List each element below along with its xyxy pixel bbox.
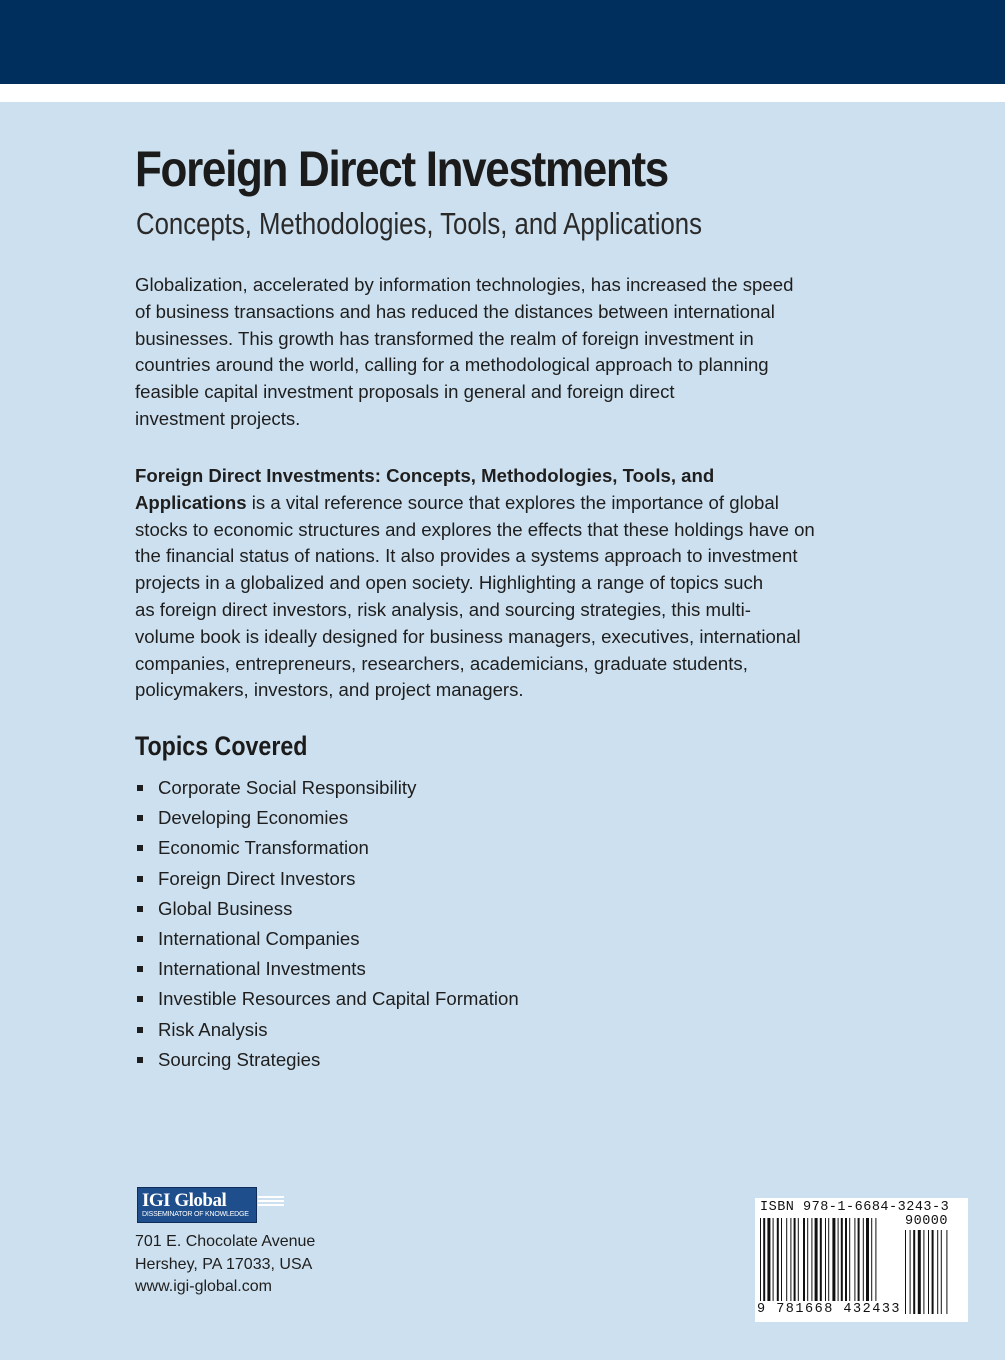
barcode-bar — [863, 1218, 864, 1301]
text-line: of business transactions and has reduced the distances between international — [135, 300, 775, 322]
barcode-bar — [849, 1218, 850, 1301]
topics-heading: Topics Covered — [135, 731, 308, 761]
topic-item — [135, 924, 519, 954]
isbn-barcode — [755, 1198, 968, 1322]
barcode-bar — [858, 1218, 860, 1301]
barcode-addon-bar — [905, 1230, 906, 1314]
barcode-bar — [841, 1218, 843, 1301]
topic-item — [135, 1045, 519, 1075]
topic-label: Corporate Social Responsibility — [158, 777, 417, 798]
text-line: the financial status of nations. It also provides a systems approach to investment — [135, 545, 798, 567]
barcode-bar — [854, 1218, 855, 1301]
text-line: feasible capital investment proposals in general and foreign direct — [135, 381, 675, 403]
topic-item — [135, 984, 519, 1014]
topic-label: Global Business — [158, 897, 293, 919]
book-title: Foreign Direct Investments — [135, 141, 668, 197]
bullet-icon — [137, 966, 143, 972]
topic-label: International Investments — [158, 958, 366, 980]
barcode-bar — [777, 1218, 779, 1301]
barcode-addon-bar — [918, 1230, 921, 1314]
barcode-bar — [866, 1218, 869, 1301]
barcode-addon-bar — [910, 1230, 911, 1314]
text-line: investment projects. — [135, 407, 301, 429]
text-line: policymakers, investors, and project managers. — [135, 679, 524, 701]
bullet-icon — [137, 815, 143, 821]
barcode-addon-bar — [932, 1230, 934, 1314]
text-line: countries around the world, calling for a methodological approach to planning — [135, 354, 769, 376]
publisher-website: www.igi-global.com — [135, 1278, 272, 1295]
barcode-bar — [871, 1218, 872, 1301]
book-title-reference: Applications — [135, 491, 247, 513]
barcode-addon-bar — [937, 1230, 938, 1314]
ean-digits: 9 781668 432433 — [757, 1302, 902, 1317]
text-line — [135, 463, 815, 490]
topic-label: International Companies — [158, 927, 360, 949]
text-line — [135, 490, 815, 517]
book-subtitle: Concepts, Methodologies, Tools, and Applications — [136, 206, 702, 241]
barcode-bar — [767, 1218, 770, 1301]
topics-list — [135, 773, 519, 1075]
isbn-label: ISBN 978-1-6684-3243-3 — [760, 1200, 950, 1215]
address-city: Hershey, PA 17033, USA — [135, 1255, 313, 1273]
topic-label: Risk Analysis — [158, 1018, 268, 1040]
topic-item — [135, 1015, 519, 1045]
text-line: stocks to economic structures and explores the effects that these holdings have on — [135, 518, 815, 540]
barcode-addon-bar — [923, 1230, 924, 1314]
barcode-bar — [760, 1218, 761, 1301]
barcode-addon-bar — [946, 1230, 947, 1314]
top-color-band — [0, 0, 1005, 84]
text-line: businesses. This growth has transformed the realm of foreign investment in — [135, 327, 754, 349]
text-line-rest: is a vital reference source that explores the importance of global — [246, 491, 779, 513]
bullet-icon — [137, 996, 143, 1002]
barcode-bar — [798, 1218, 799, 1301]
bullet-icon — [137, 845, 143, 851]
logo-tagline: DISSEMINATOR OF KNOWLEDGE — [142, 1211, 249, 1218]
barcode-bar — [786, 1218, 787, 1301]
topic-item — [135, 833, 519, 863]
barcode-bar — [790, 1218, 791, 1301]
barcode-bar — [811, 1218, 812, 1301]
topic-item — [135, 864, 519, 894]
barcode-bar — [825, 1218, 826, 1301]
bullet-icon — [137, 876, 143, 882]
description-paragraph-2 — [135, 463, 815, 704]
text-line: companies, entrepreneurs, researchers, academicians, graduate students, — [135, 652, 748, 674]
topic-label: Economic Transformation — [158, 837, 369, 859]
barcode-bar — [763, 1218, 765, 1301]
barcode-bar — [832, 1218, 835, 1301]
topic-item — [135, 773, 519, 803]
barcode-bar — [845, 1218, 847, 1301]
barcode-bar — [828, 1218, 829, 1301]
publisher-address — [135, 1231, 315, 1299]
text-line: projects in a globalized and open society. Highlighting a range of topics such — [135, 572, 764, 594]
barcode-bar — [815, 1218, 818, 1301]
barcode-bar — [807, 1218, 808, 1301]
address-street: 701 E. Chocolate Avenue — [135, 1233, 316, 1250]
barcode-bar — [875, 1218, 876, 1301]
barcode-bar — [794, 1218, 796, 1301]
topic-label: Investible Resources and Capital Formation — [158, 988, 519, 1010]
bullet-icon — [137, 785, 143, 791]
topic-item — [135, 894, 519, 924]
bullet-icon — [137, 1027, 143, 1033]
book-title-reference: Foreign Direct Investments: Concepts, Methodologies, Tools, and — [135, 465, 715, 486]
bullet-icon — [137, 936, 143, 942]
barcode-bar — [838, 1218, 839, 1301]
logo-name: IGI Global — [142, 1190, 227, 1211]
bullet-icon — [137, 1057, 143, 1063]
igi-global-logo — [137, 1187, 257, 1223]
barcode-bar — [773, 1218, 774, 1301]
description-paragraph-1 — [135, 272, 793, 433]
barcode-addon-bar — [913, 1230, 915, 1314]
barcode-bar — [781, 1218, 782, 1301]
topic-label: Sourcing Strategies — [158, 1048, 321, 1070]
topic-label: Developing Economies — [158, 807, 349, 829]
topic-item — [135, 803, 519, 833]
barcode-addon-number: 90000 — [905, 1214, 949, 1229]
barcode-bar — [803, 1218, 805, 1301]
bullet-icon — [137, 906, 143, 912]
text-line: Globalization, accelerated by information technologies, has increased the speed — [135, 274, 794, 295]
barcode-addon-bar — [941, 1230, 942, 1314]
barcode-addon-bar — [928, 1230, 929, 1314]
barcode-bar — [820, 1218, 822, 1301]
text-line: as foreign direct investors, risk analysis, and sourcing strategies, this multi- — [135, 598, 751, 620]
topic-item — [135, 954, 519, 984]
text-line: volume book is ideally designed for business managers, executives, international — [135, 625, 801, 647]
logo-decoration — [258, 1196, 284, 1206]
topic-label: Foreign Direct Investors — [158, 867, 356, 889]
